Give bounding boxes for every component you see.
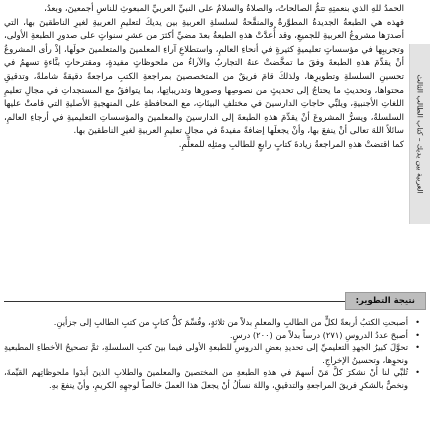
list-item: • تُلبِّي لنا أنْ نشكرَ كلَّ مَنْ أسهمَ في هذهِ الطبعةِ من المختصينَ والمعلمينَ والطلابِ الذينَ أبدَوا ملحوظاتِهم القيِّمةَ، ونخصُّ بالشكرِ فريقَ المراجعةِ والتدقيقِ، واللهَ نسألُ أنْ يجعلَ هذا العملَ خالصاً لوجهِهِ الكريمِ، وأنْ ينفعَ بهِ. (4, 366, 408, 391)
list-item: • تحوَّلَ كبيرُ الجهدِ التعليميِّ إلى تحديدِ بعضِ الدروسِ للطبعةِ الأولى فيما بينَ كتبِ السلسلةِ، ثمَّ تصحيحُ الأخطاءِ المطبعيةِ ونحوِها، وتحسينُ الإخراجِ. (4, 341, 408, 366)
development-results-section (4, 292, 426, 392)
results-list (4, 316, 426, 392)
preface-main (4, 3, 404, 153)
list-item: • أصبحَ عددُ الدروسِ (٢٧١) درساً بدلاً من (٢٠٠) درسٍ. (4, 329, 408, 342)
section-divider (4, 301, 345, 302)
intro-paragraph: الحمدُ للهِ الذي بنعمتِهِ تتمُّ الصالحاتُ، والصلاةُ والسلامُ على النبيِّ العربيِّ المبعوثِ للناسِ أجمعينَ، وبعدُ، (44, 4, 404, 14)
closing-paragraph: كما اقتضتْ هذهِ المراجعةُ زيادةَ كتابٍ رابعٍ للطالبِ ومثلِه للمعلِّمِ. (178, 139, 404, 150)
body-paragraph: فهذه هي الطبعةُ الجديدةُ المطوَّرةُ والمنقَّحةُ لسلسلةِ العربيةِ بين يديكَ لتعليمِ العربيةِ لغيرِ الناطقينَ بها، التي أصدرَها مشروعُ العربيةِ للجميعِ، وقد أُعدَّتْ هذهِ الطبعةُ بعدَ مضيِّ أكثرَ من عشرِ سنواتٍ على صدورِ الطبعةِ الأولى، وتجريبِها في مؤسساتٍ تعليميةٍ كثيرةٍ في أنحاءِ العالمِ، واستطلاعِ آراءِ المعلمينَ والمتعلمينَ حولَها، إذْ رأى المشروعُ أنْ يقدِّمَ هذهِ الطبعةَ وفقَ ما تمخَّضتْ عنهُ التجاربُ والآراءُ من ملحوظاتٍ مفيدةٍ، ومقترحاتٍ بنَّاءةٍ تسهمُ في تحسينِ السلسلةِ وتطويرِها، ولذلكَ قامَ فريقٌ من المتخصصينَ بمراجعةِ الكتبِ مراجعةً دقيقةً شاملةً، وتدقيقِ محتواها، وتحديثِ ما يحتاجُ إلى تحديثٍ من نصوصِها وصورِها وتدريباتِها، بما يتوافقُ مع المستجداتِ في مجالِ تعليمِ اللغاتِ الأجنبيةِ، ويلبِّي حاجاتِ الدارسينَ في مختلفِ البيئاتِ، مع المحافظةِ على المنهجيةِ الأصليةِ التي قامتْ عليها السلسلةُ، ويسرُّ المشروعَ أنْ يقدِّمَ هذهِ الطبعةَ إلى الدارسينَ والمعلمينَ والمؤسساتِ التعليميةِ في أرجاءِ العالمِ، سائلاً اللهَ تعالى أنْ ينفعَ بها، وأنْ يجعلَها إضافةً مفيدةً في مجالِ تعليمِ العربيةِ لغيرِ الناطقينَ بها. (4, 17, 404, 137)
list-item: • أصبحتِ الكتبُ أربعةً لكلٍّ من الطالبِ والمعلمِ بدلاً من ثلاثةٍ، وقُسِّمَ كلُّ كتابٍ من كتبِ الطالبِ إلى جزأينِ. (4, 316, 408, 329)
side-tab-label: العربية بين يديك – كتاب الطالب الثالث (415, 74, 425, 194)
section-title: نتيجة التطوير: (345, 292, 426, 310)
section-header (4, 292, 426, 310)
side-tab (409, 44, 430, 224)
